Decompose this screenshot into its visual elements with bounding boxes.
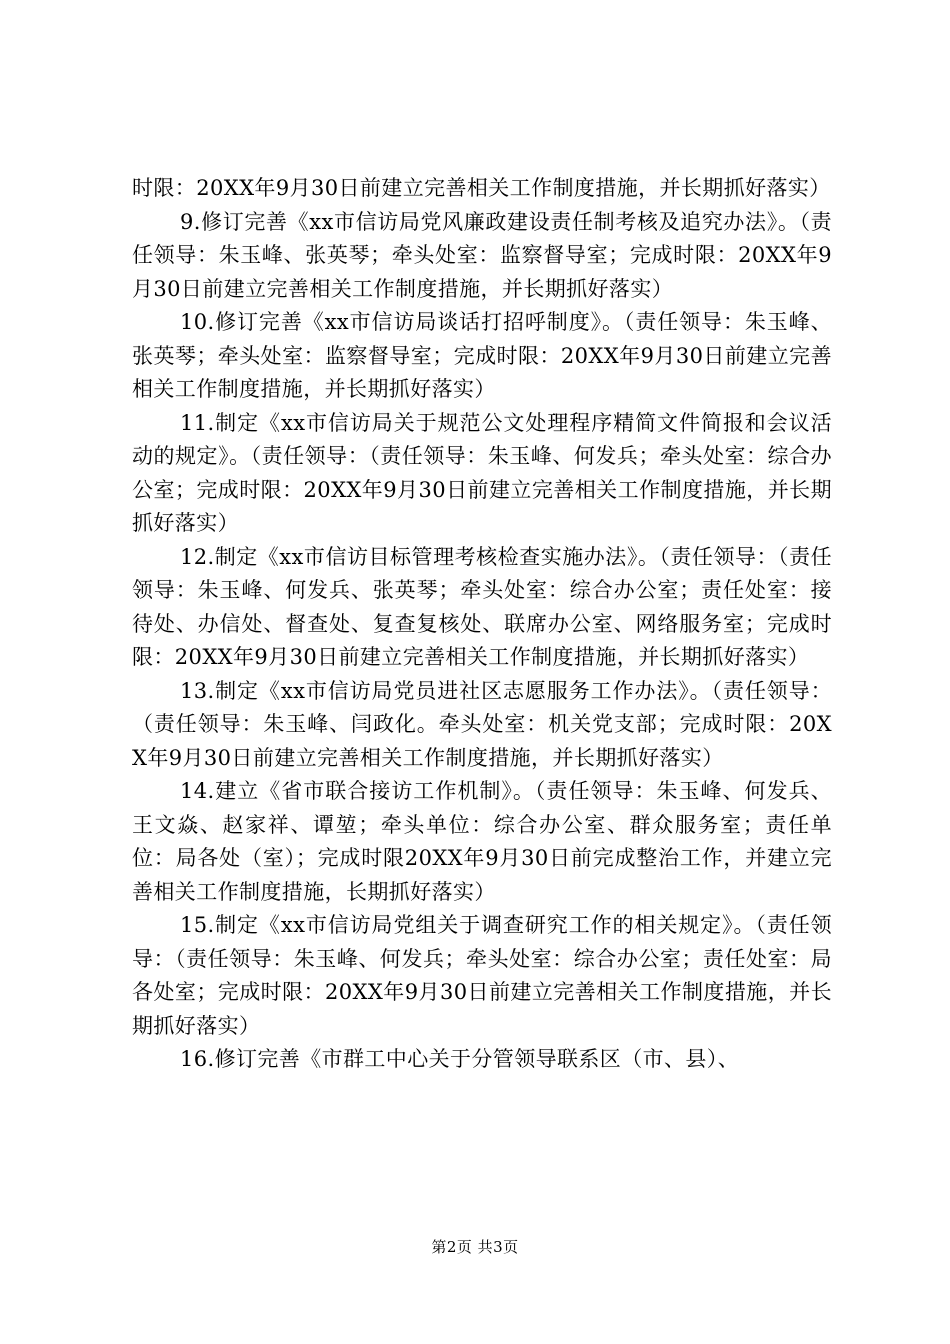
paragraph-item-9: 9.修订完善《xx市信访局党风廉政建设责任制考核及追究办法》。（责任领导：朱玉峰、张英琴；牵头处室：监察督导室；完成时限：20XX年9月30日前建立完善相关工作制度措施，并长期抓好落实） — [132, 209, 832, 301]
paragraph-item-14: 14.建立《省市联合接访工作机制》。（责任领导：朱玉峰、何发兵、王文焱、赵家祥、谭堃；牵头单位：综合办公室、群众服务室；责任单位：局各处（室）；完成时限20XX年9月30日前完成整治工作，并建立完善相关工作制度措施，长期抓好落实） — [132, 779, 832, 904]
paragraph-continuation: 时限：20XX年9月30日前建立完善相关工作制度措施，并长期抓好落实） — [132, 176, 831, 200]
paragraph-item-16: 16.修订完善《市群工中心关于分管领导联系区（市、县）、 — [180, 1047, 740, 1071]
paragraph-item-11: 11.制定《xx市信访局关于规范公文处理程序精简文件简报和会议活动的规定》。（责任领导：（责任领导：朱玉峰、何发兵；牵头处室：综合办公室；完成时限：20XX年9月30日前建立完善相关工作制度措施，并长期抓好落实） — [132, 410, 832, 535]
paragraph-item-13: 13.制定《xx市信访局党员进社区志愿服务工作办法》。（责任领导：（责任领导：朱玉峰、闫政化。牵头处室：机关党支部；完成时限：20XX年9月30日前建立完善相关工作制度措施，并长期抓好落实） — [132, 678, 832, 770]
paragraph-item-10: 10.修订完善《xx市信访局谈话打招呼制度》。（责任领导：朱玉峰、张英琴；牵头处室：监察督导室；完成时限：20XX年9月30日前建立完善相关工作制度措施，并长期抓好落实） — [132, 310, 832, 401]
paragraph-item-15: 15.制定《xx市信访局党组关于调查研究工作的相关规定》。（责任领导：（责任领导：朱玉峰、何发兵；牵头处室：综合办公室；责任处室：局各处室；完成时限：20XX年9月30日前建立完善相关工作制度措施，并长期抓好落实） — [132, 913, 832, 1038]
document-body — [132, 172, 832, 1077]
paragraph-item-12: 12.制定《xx市信访目标管理考核检查实施办法》。（责任领导：（责任领导：朱玉峰、何发兵、张英琴；牵头处室：综合办公室；责任处室：接待处、办信处、督查处、复查复核处、联席办公室、网络服务室；完成时限：20XX年9月30日前建立完善相关工作制度措施，并长期抓好落实） — [132, 544, 832, 669]
page-number-footer: 第2页 共3页 — [431, 1238, 519, 1256]
